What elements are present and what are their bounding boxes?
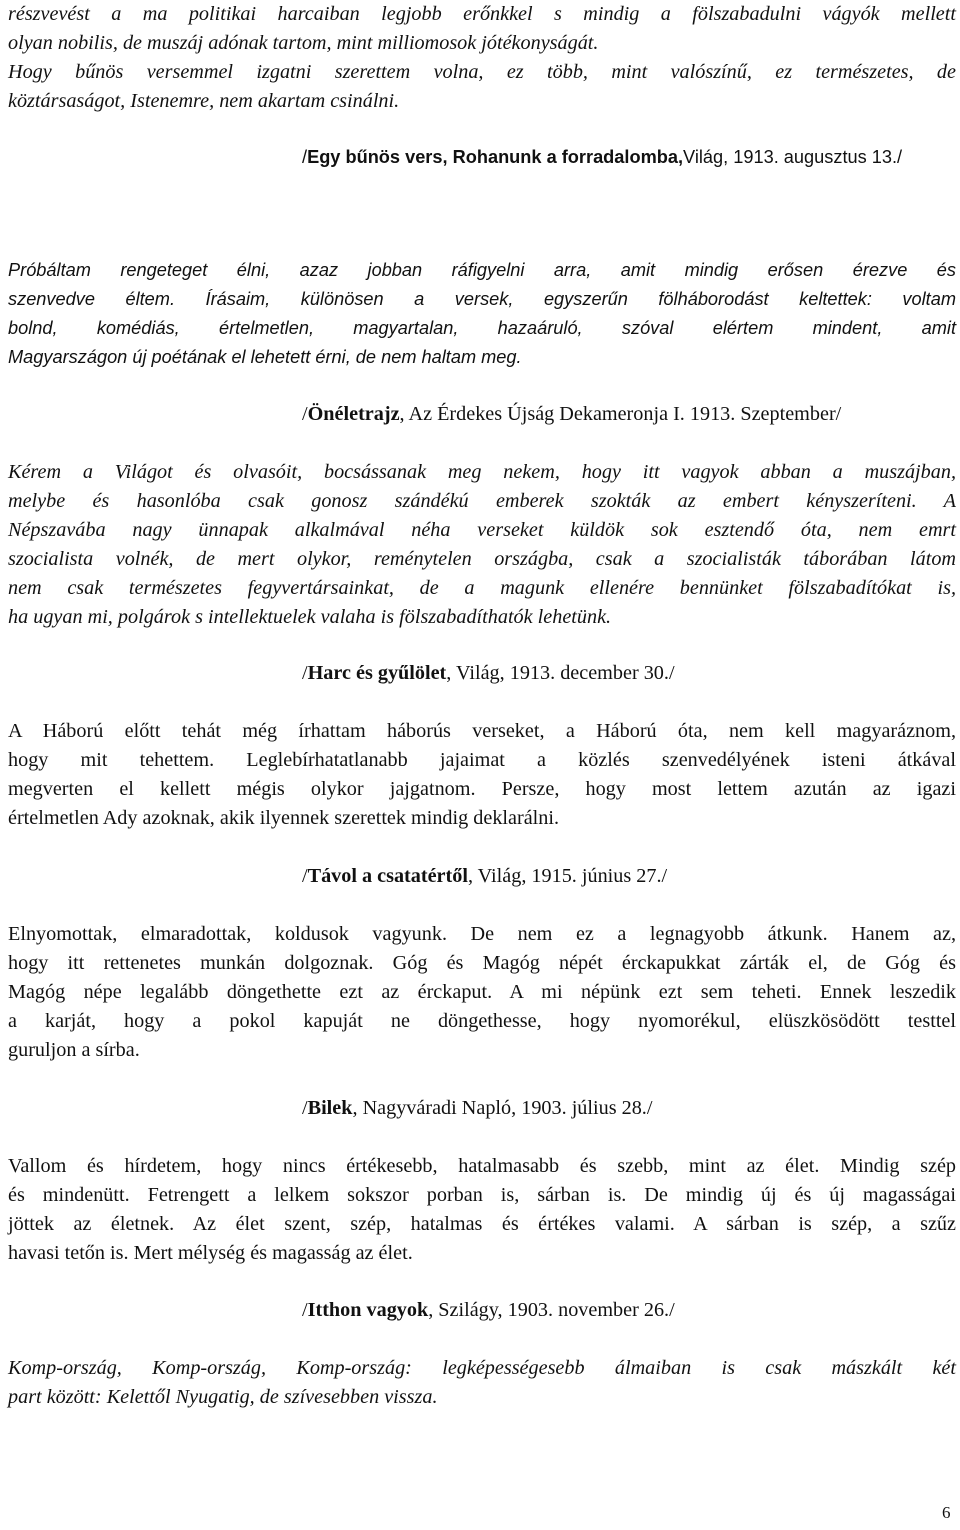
- source-citation-3: /Harc és gyűlölet, Világ, 1913. december 30./: [302, 662, 675, 684]
- source-citation-1: /Egy bűnös vers, Rohanunk a forradalomba,Világ, 1913. augusztus 13./: [302, 147, 903, 167]
- text-line: a karját, hogy a pokol kapuját ne döngethesse, hogy nyomorékul, elüszkösödött testtel: [8, 1010, 956, 1032]
- text-line: bolnd, komédiás, értelmetlen, magyartalan, hazaáruló, szóval elértem mindent, amit: [8, 318, 956, 338]
- text-line: és mindenütt. Fetrengett a lelkem sokszor porban is, sárban is. De mindig új és új magasságai: [8, 1184, 956, 1206]
- paragraph-3: [8, 458, 956, 632]
- text-line: hogy mit tehettem. Leglebírhatatlanabb jajaimat a közlés szenvedélyének isteni átkával: [8, 749, 956, 771]
- text-line: köztársaságot, Istenemre, nem akartam csinálni.: [8, 90, 400, 112]
- text-line: Kérem a Világot és olvasóit, bocsássanak meg nekem, hogy itt vagyok abban a muszájban,: [8, 461, 956, 483]
- source-citation-2: /Önéletrajz, Az Érdekes Újság Dekameronja I. 1913. Szeptember/: [302, 403, 842, 425]
- paragraph-7: [8, 1354, 956, 1412]
- text-line: part között: Kelettől Nyugatig, de szívesebben vissza.: [8, 1386, 438, 1408]
- paragraph-2: [8, 256, 956, 372]
- paragraph-4: [8, 717, 956, 833]
- text-line: Magyarszágon új poétának el lehetett érni, de nem haltam meg.: [8, 347, 522, 367]
- text-line: Népszavába nagy ünnapak alkalmával néha verseket küldök sok esztendő óta, nem emrt: [8, 519, 956, 541]
- source-citation-5: /Bilek, Nagyváradi Napló, 1903. július 28./: [302, 1097, 653, 1119]
- text-line: megverten el kellett mégis olykor jajgatnom. Persze, hogy most lettem azután az igazi: [8, 778, 956, 800]
- text-line: Komp-ország, Komp-ország, Komp-ország: legképességesebb álmaiban is csak mászkált két: [8, 1357, 956, 1379]
- text-line: olyan nobilis, de muszáj adónak tartom, mint milliomosok jótékonyságát.: [8, 32, 599, 54]
- text-line: Elnyomottak, elmaradottak, koldusok vagyunk. De nem ez a legnagyobb átkunk. Hanem az,: [8, 923, 956, 945]
- paragraph-5: [8, 920, 956, 1065]
- text-line: havasi tetőn is. Mert mélység és magasság az élet.: [8, 1242, 413, 1264]
- text-line: szenvedve éltem. Írásaim, különösen a versek, egyszerűn fölháborodást keltettek: voltam: [8, 289, 956, 309]
- text-line: ha ugyan mi, polgárok s intellektuelek valaha is fölszabadíthatók lehetünk.: [8, 606, 612, 628]
- text-line: guruljon a sírba.: [8, 1039, 140, 1061]
- source-citation-4: /Távol a csatatértől, Világ, 1915. június 27./: [302, 865, 668, 887]
- page-number: 6: [942, 1503, 951, 1522]
- paragraph-1: [8, 0, 956, 116]
- text-line: A Háború előtt tehát még írhattam háborús verseket, a Háború óta, nem kell magyaráznom,: [8, 720, 956, 742]
- text-line: jöttek az életnek. Az élet szent, szép, hatalmas és értékes valami. A sárban is szép, a szűz: [8, 1213, 956, 1235]
- text-line: szocialista volnék, de mert olykor, reménytelen országba, csak a szocialisták táborában látom: [8, 548, 956, 570]
- text-line: részvevést a ma politikai harcaiban legjobb erőnkkel s mindig a fölszabadulni vágyók mellett: [8, 3, 956, 25]
- text-line: hogy itt rettenetes munkán dolgoznak. Góg és Magóg népét érckapukkat zárták el, de Góg és: [8, 952, 956, 974]
- text-line: Vallom és hírdetem, hogy nincs értékesebb, hatalmasabb és szebb, mint az élet. Mindig szép: [8, 1155, 956, 1177]
- text-line: Hogy bűnös versemmel izgatni szerettem volna, ez több, mint valószínű, ez természetes, de: [8, 61, 956, 83]
- paragraph-6: [8, 1152, 956, 1268]
- text-line: Próbáltam rengeteget élni, azaz jobban ráfigyelni arra, amit mindig erősen érezve és: [8, 260, 956, 280]
- text-line: nem csak természetes fegyvertársainkat, de a magunk ellenére bennünket fölszabadítókat is,: [8, 577, 956, 599]
- text-line: Magóg népe legalább döngethette ezt az érckaput. A mi népünk ezt sem teheti. Ennek leszedik: [8, 981, 956, 1003]
- text-line: értelmetlen Ady azoknak, akik ilyennek szerettek mindig deklarálni.: [8, 807, 560, 829]
- text-line: melybe és hasonlóba csak gonosz szándékú emberek szokták az embert kényszeríteni. A: [8, 490, 956, 512]
- source-citation-6: /Itthon vagyok, Szilágy, 1903. november 26./: [302, 1299, 675, 1321]
